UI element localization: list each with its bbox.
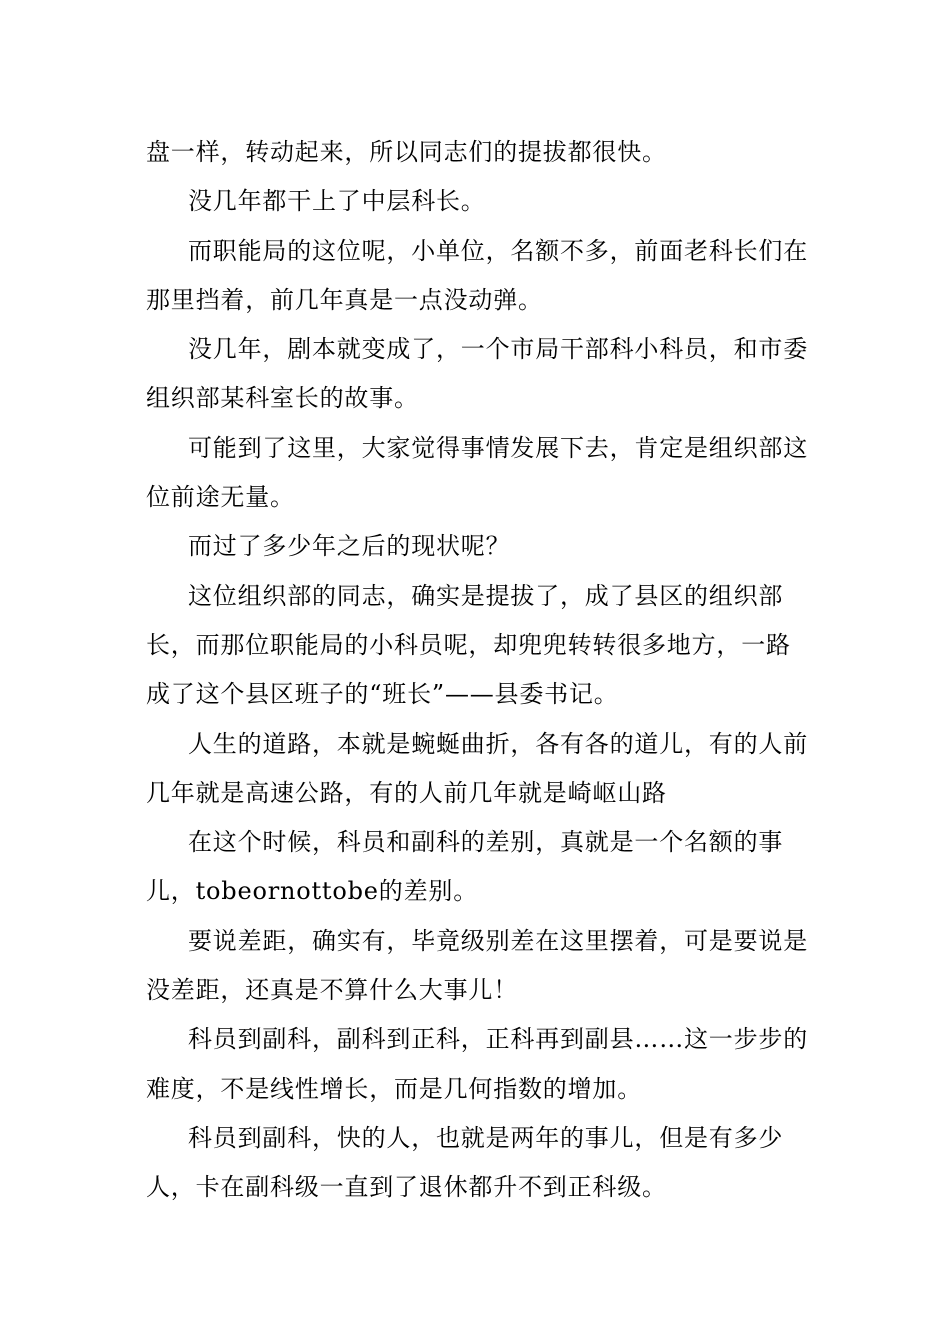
paragraph: 人生的道路，本就是蜿蜒曲折，各有各的道儿，有的人前几年就是高速公路，有的人前几年就是崎岖山路 [146,729,808,807]
paragraph: 在这个时候，科员和副科的差别，真就是一个名额的事儿，tobeornottobe的差别。 [146,828,784,906]
paragraph-continued: 盘一样，转动起来，所以同志们的提拔都很快。 [146,138,667,166]
paragraph: 没几年，剧本就变成了，一个市局干部科小科员，和市委组织部某科室长的故事。 [146,335,808,413]
paragraph: 这位组织部的同志，确实是提拔了，成了县区的组织部长，而那位职能局的小科员呢，却兜兜转转很多地方，一路成了这个县区班子的“班长”——县委书记。 [146,581,791,709]
paragraph: 要说差距，确实有，毕竟级别差在这里摆着，可是要说是没差距，还真是不算什么大事儿！ [146,926,808,1005]
body-text [146,128,810,1213]
paragraph: 科员到副科，副科到正科，正科再到副县……这一步步的难度，不是线性增长，而是几何指数的增加。 [146,1025,808,1103]
paragraph: 可能到了这里，大家觉得事情发展下去，肯定是组织部这位前途无量。 [146,433,808,512]
paragraph: 没几年都干上了中层科长。 [188,187,486,216]
paragraph: 而过了多少年之后的现状呢？ [188,532,511,561]
paragraph: 科员到副科，快的人，也就是两年的事儿，但是有多少人，卡在副科级一直到了退休都升不到正科级。 [146,1123,784,1202]
paragraph: 而职能局的这位呢，小单位，名额不多，前面老科长们在那里挡着，前几年真是一点没动弹。 [146,236,808,314]
